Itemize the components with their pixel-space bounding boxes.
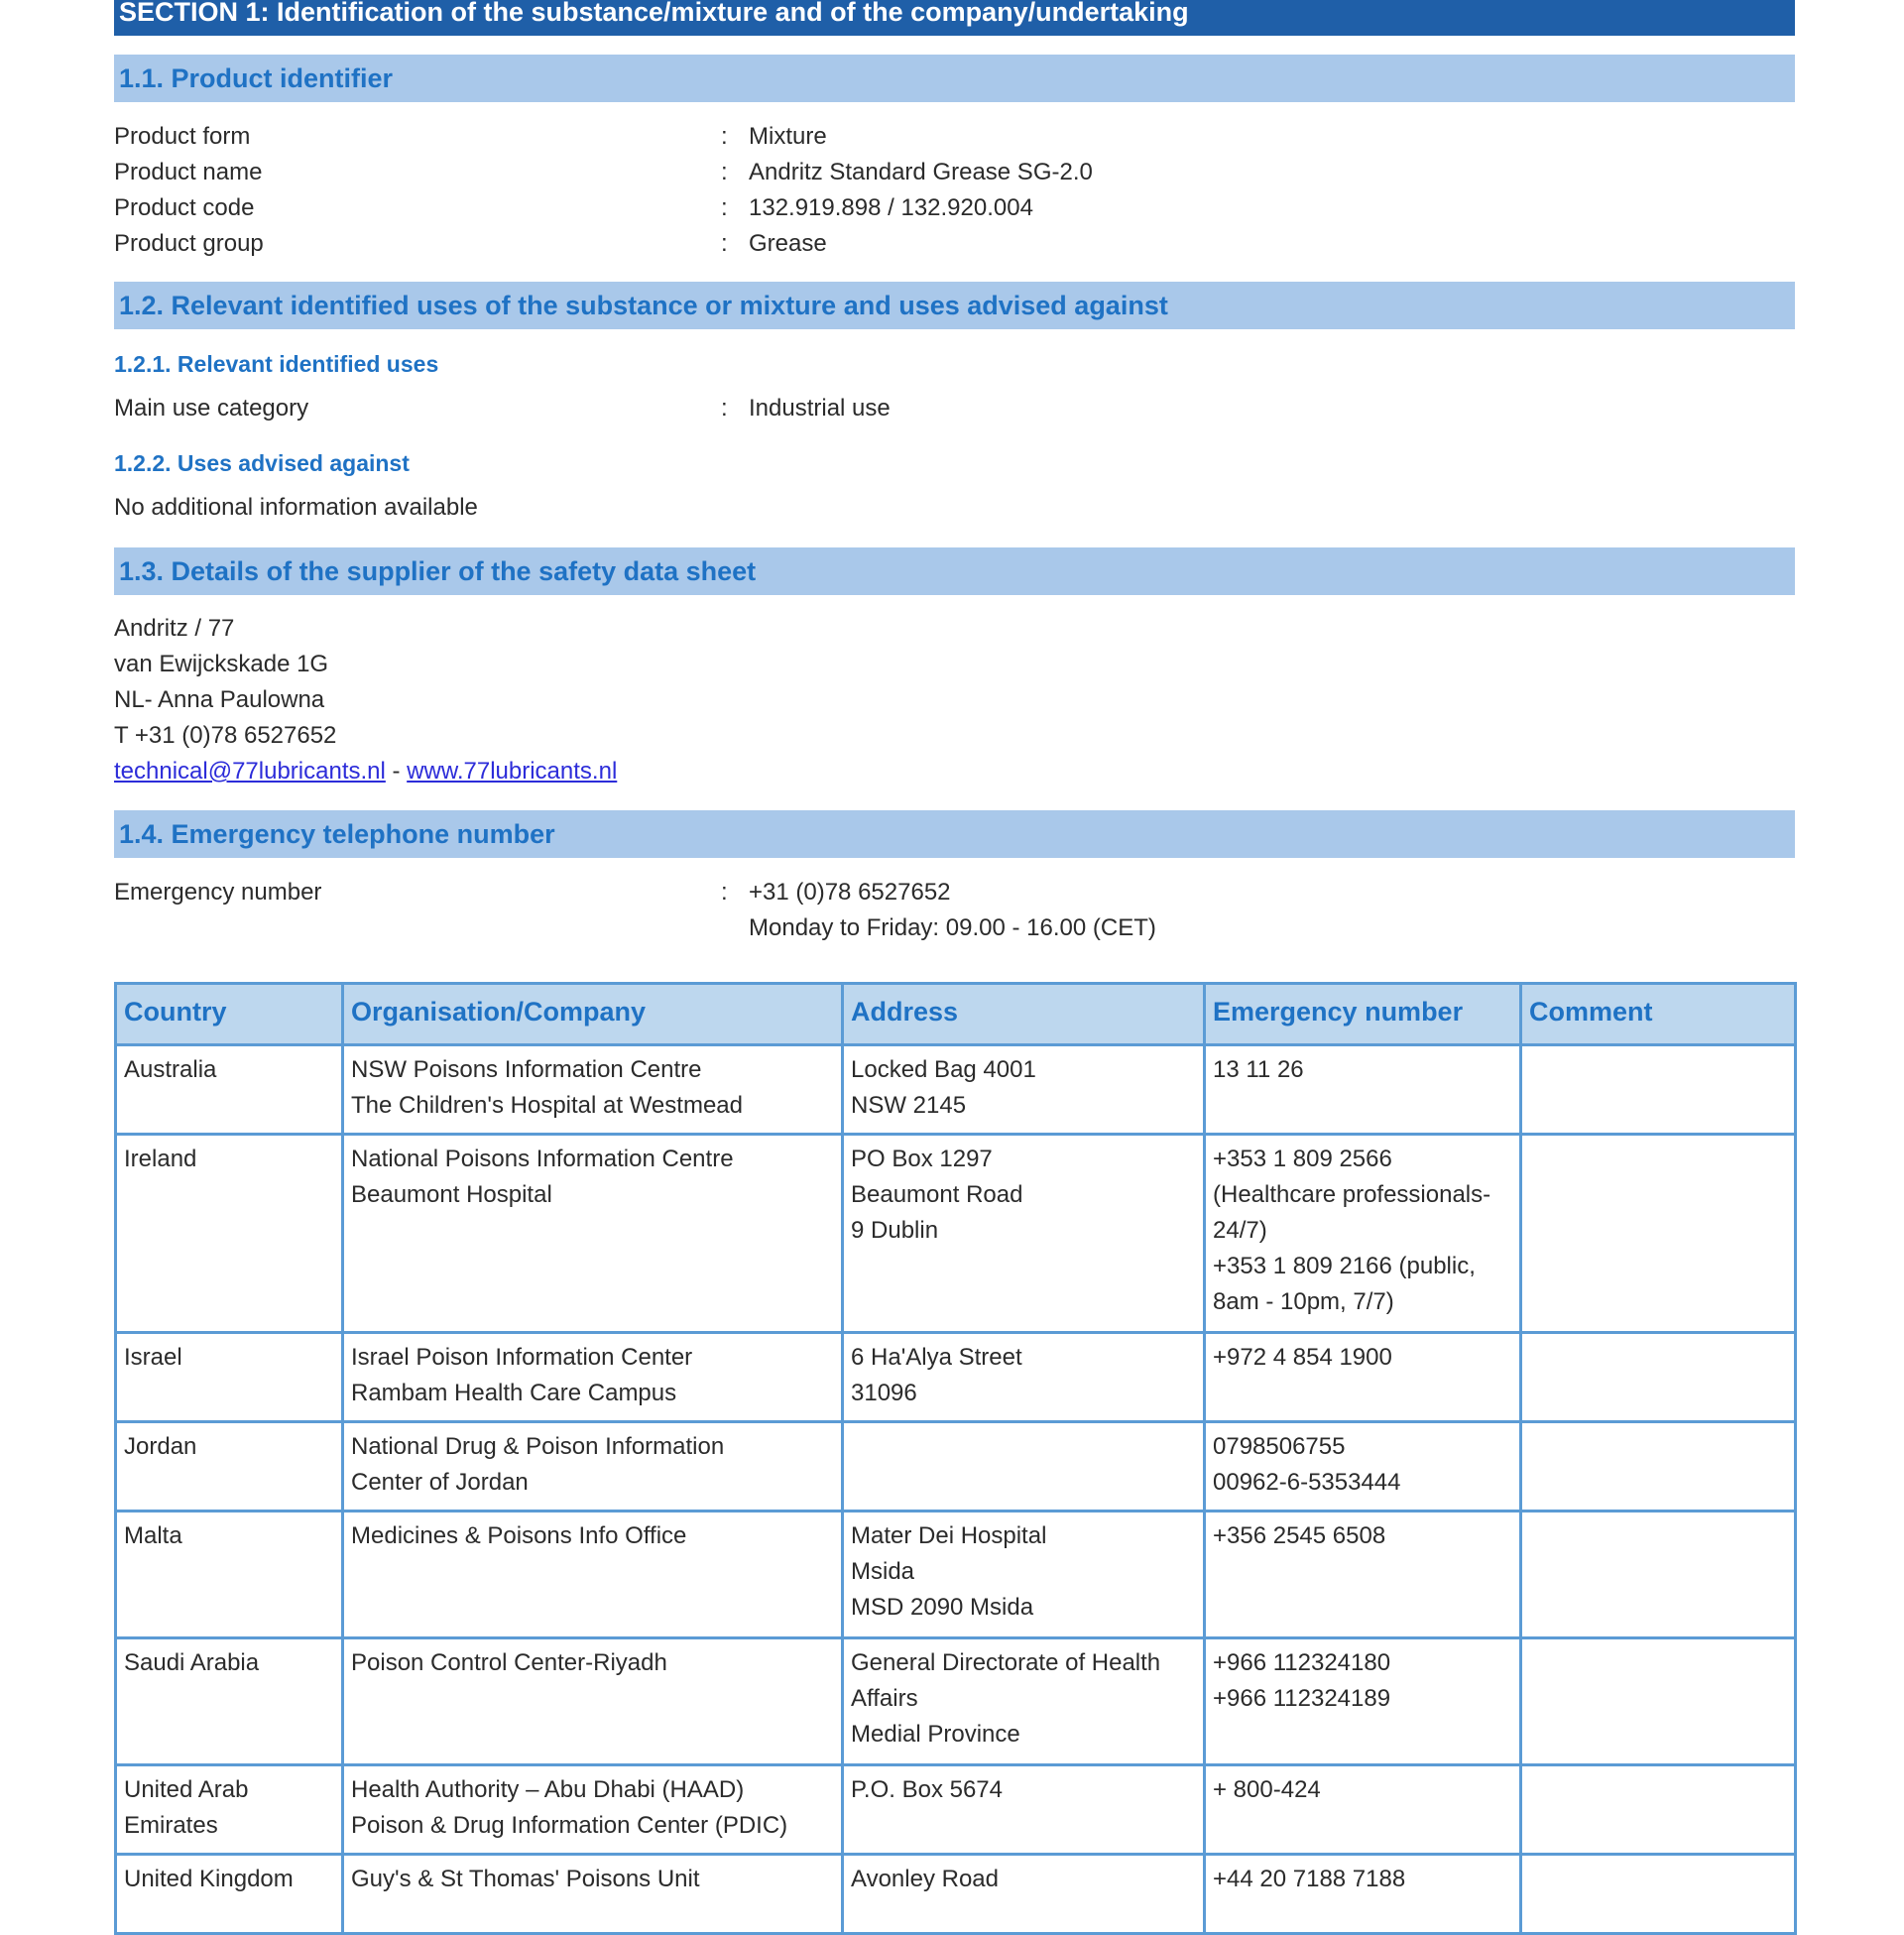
cell-address: Avonley Road <box>843 1855 1205 1934</box>
advised-against-text: No additional information available <box>114 494 478 521</box>
cell-address <box>843 1422 1205 1512</box>
cell-country: Israel <box>116 1333 343 1422</box>
cell-country: Australia <box>116 1045 343 1135</box>
subheading-uses-advised-against: 1.2.2. Uses advised against <box>114 450 410 476</box>
cell-comment <box>1521 1638 1796 1765</box>
cell-comment <box>1521 1045 1796 1135</box>
cell-address: General Directorate of Health Affairs Medial Province <box>843 1638 1205 1765</box>
cell-organisation: Health Authority – Abu Dhabi (HAAD) Poison & Drug Information Center (PDIC) <box>343 1765 843 1855</box>
cell-country: Saudi Arabia <box>116 1638 343 1765</box>
cell-country: United Arab Emirates <box>116 1765 343 1855</box>
supplier-line-company: Andritz / 77 <box>114 615 235 642</box>
row-product-name <box>114 155 1795 190</box>
cell-organisation: Medicines & Poisons Info Office <box>343 1512 843 1638</box>
table-header-row <box>116 984 1796 1045</box>
value: Andritz Standard Grease SG-2.0 <box>749 159 1093 185</box>
label: Product group <box>114 230 264 257</box>
row-product-group <box>114 226 1795 262</box>
cell-address: Locked Bag 4001 NSW 2145 <box>843 1045 1205 1135</box>
cell-address: Mater Dei Hospital Msida MSD 2090 Msida <box>843 1512 1205 1638</box>
row-product-code <box>114 190 1795 226</box>
label: Product name <box>114 159 263 185</box>
cell-number: +353 1 809 2566 (Healthcare professionals- 24/7) +353 1 809 2166 (public, 8am - 10pm, 7/7) <box>1205 1135 1521 1333</box>
cell-number: + 800-424 <box>1205 1765 1521 1855</box>
colon: : <box>721 395 728 422</box>
cell-comment <box>1521 1512 1796 1638</box>
heading-supplier-details: 1.3. Details of the supplier of the safety data sheet <box>114 547 1795 595</box>
colon: : <box>721 123 728 150</box>
cell-comment <box>1521 1333 1796 1422</box>
cell-address: PO Box 1297 Beaumont Road 9 Dublin <box>843 1135 1205 1333</box>
label: Product code <box>114 194 255 221</box>
cell-comment <box>1521 1135 1796 1333</box>
cell-organisation: Israel Poison Information Center Rambam Health Care Campus <box>343 1333 843 1422</box>
cell-comment <box>1521 1855 1796 1934</box>
cell-organisation: Poison Control Center-Riyadh <box>343 1638 843 1765</box>
heading-product-identifier: 1.1. Product identifier <box>114 55 1795 102</box>
cell-comment <box>1521 1765 1796 1855</box>
supplier-contact-links <box>114 754 617 789</box>
row-main-use-category <box>114 391 1795 426</box>
header-address: Address <box>843 984 1205 1045</box>
table-row <box>116 1045 1796 1135</box>
value: Mixture <box>749 123 827 150</box>
table-row <box>116 1422 1796 1512</box>
header-comment: Comment <box>1521 984 1796 1045</box>
table-row <box>116 1855 1796 1934</box>
row-emergency-hours <box>114 910 1795 946</box>
label: Emergency number <box>114 879 322 906</box>
table-row <box>116 1765 1796 1855</box>
cell-comment <box>1521 1422 1796 1512</box>
value: +31 (0)78 6527652 <box>749 879 951 906</box>
supplier-line-street: van Ewijckskade 1G <box>114 651 329 677</box>
cell-number: 13 11 26 <box>1205 1045 1521 1135</box>
subheading-relevant-uses: 1.2.1. Relevant identified uses <box>114 351 439 377</box>
cell-number: +972 4 854 1900 <box>1205 1333 1521 1422</box>
cell-organisation: Guy's & St Thomas' Poisons Unit <box>343 1855 843 1934</box>
supplier-line-phone: T +31 (0)78 6527652 <box>114 722 337 749</box>
table-row <box>116 1638 1796 1765</box>
supplier-website-link[interactable]: www.77lubricants.nl <box>407 758 618 785</box>
supplier-email-link[interactable]: technical@77lubricants.nl <box>114 758 386 785</box>
value: 132.919.898 / 132.920.004 <box>749 194 1033 221</box>
cell-address: P.O. Box 5674 <box>843 1765 1205 1855</box>
header-country: Country <box>116 984 343 1045</box>
header-emergency-number: Emergency number <box>1205 984 1521 1045</box>
row-emergency-number <box>114 875 1795 910</box>
cell-country: Malta <box>116 1512 343 1638</box>
table-row <box>116 1333 1796 1422</box>
cell-organisation: NSW Poisons Information Centre The Children's Hospital at Westmead <box>343 1045 843 1135</box>
cell-number: +356 2545 6508 <box>1205 1512 1521 1638</box>
cell-country: Jordan <box>116 1422 343 1512</box>
cell-number: +44 20 7188 7188 <box>1205 1855 1521 1934</box>
cell-organisation: National Poisons Information Centre Beaumont Hospital <box>343 1135 843 1333</box>
table-row <box>116 1135 1796 1333</box>
cell-address: 6 Ha'Alya Street 31096 <box>843 1333 1205 1422</box>
value: Monday to Friday: 09.00 - 16.00 (CET) <box>749 914 1156 941</box>
colon: : <box>721 230 728 257</box>
value: Grease <box>749 230 827 257</box>
cell-country: United Kingdom <box>116 1855 343 1934</box>
cell-organisation: National Drug & Poison Information Center of Jordan <box>343 1422 843 1512</box>
heading-emergency-telephone: 1.4. Emergency telephone number <box>114 810 1795 858</box>
row-product-form <box>114 119 1795 155</box>
label: Product form <box>114 123 251 150</box>
colon: : <box>721 879 728 906</box>
cell-country: Ireland <box>116 1135 343 1333</box>
cell-number: 0798506755 00962-6-5353444 <box>1205 1422 1521 1512</box>
emergency-contacts-table <box>114 982 1797 1935</box>
value: Industrial use <box>749 395 891 422</box>
colon: : <box>721 194 728 221</box>
link-separator: - <box>385 758 408 785</box>
supplier-line-city: NL- Anna Paulowna <box>114 686 325 713</box>
section-title: SECTION 1: Identification of the substance/mixture and of the company/undertaking <box>114 0 1795 36</box>
header-organisation: Organisation/Company <box>343 984 843 1045</box>
label: Main use category <box>114 395 309 422</box>
colon: : <box>721 159 728 185</box>
heading-identified-uses: 1.2. Relevant identified uses of the substance or mixture and uses advised against <box>114 282 1795 329</box>
table-row <box>116 1512 1796 1638</box>
cell-number: +966 112324180 +966 112324189 <box>1205 1638 1521 1765</box>
